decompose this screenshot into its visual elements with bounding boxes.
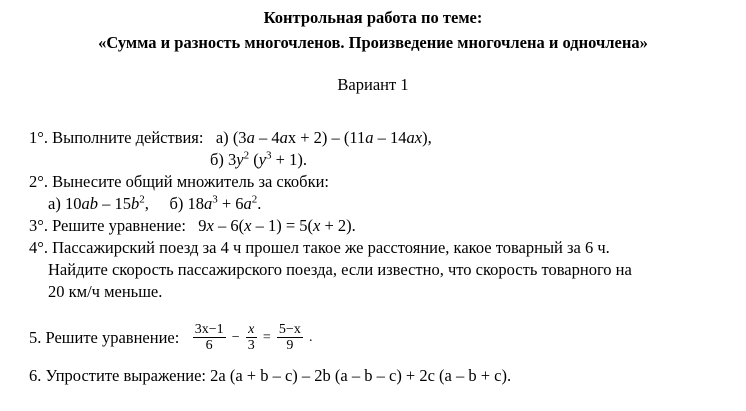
task-3-label: 3°. Решите уравнение: — [29, 216, 186, 235]
minus-sign: − — [231, 329, 240, 345]
period: . — [308, 329, 313, 345]
task-6-line — [29, 366, 511, 386]
task-6-label: 6. Упростите выражение: — [29, 366, 207, 385]
fraction-3-numerator: 5−x — [278, 322, 301, 337]
fraction-2-denominator: 3 — [247, 338, 255, 353]
task-1b-expr: б) $3y^2$ $(y^3 + 1)$. — [210, 149, 307, 169]
fraction-1-denominator: 6 — [205, 338, 213, 353]
variant-label: Вариант 1 — [337, 75, 409, 94]
equals-sign: = — [262, 329, 271, 345]
task-1-line-b — [210, 150, 307, 170]
task-4-line-1: 4°. Пассажирский поезд за 4 ч прошел такое же расстояние, какое товарный за 6 ч. — [29, 238, 610, 257]
task-2a-expr: а) $10ab - 15b^2$, — [48, 193, 149, 213]
task-6-expr: 2a (a + b – c) – 2b (a – b – c) + 2c (a – b + c). — [210, 366, 512, 385]
title-line-2: «Сумма и разность многочленов. Произведение многочлена и одночлена» — [98, 33, 648, 52]
task-5-line — [29, 322, 313, 370]
task-1-label: 1°. Выполните действия: — [29, 128, 204, 147]
fraction-3-denominator: 9 — [286, 338, 294, 353]
task-2-label: 2°. Вынесите общий множитель за скобки: — [29, 172, 330, 191]
task-2b-expr: б) $18a^3 + 6a^2$. — [169, 193, 262, 213]
task-3-line — [29, 216, 356, 236]
task-4-line-2: Найдите скорость пассажирского поезда, если известно, что скорость товарного на — [48, 260, 632, 279]
fraction-1 — [193, 322, 226, 353]
task-1-line-a — [29, 128, 432, 148]
task-1a-label: а) — [215, 128, 229, 147]
task-5-label: 5. Решите уравнение: — [29, 327, 180, 347]
fraction-2 — [246, 322, 257, 353]
task-4-line-3: 20 км/ч меньше. — [48, 282, 163, 301]
task-1a-expr: (3a – 4ax + 2) – (11a – 14ax), — [232, 128, 432, 147]
title-line-1: Контрольная работа по теме: — [263, 8, 483, 27]
fraction-2-numerator: x — [246, 322, 257, 338]
fraction-1-numerator: 3x−1 — [194, 322, 224, 337]
fraction-3 — [277, 322, 303, 353]
task-3-expr: 9x – 6(x – 1) = 5(x + 2). — [198, 216, 356, 235]
task-2-expressions — [48, 194, 261, 214]
